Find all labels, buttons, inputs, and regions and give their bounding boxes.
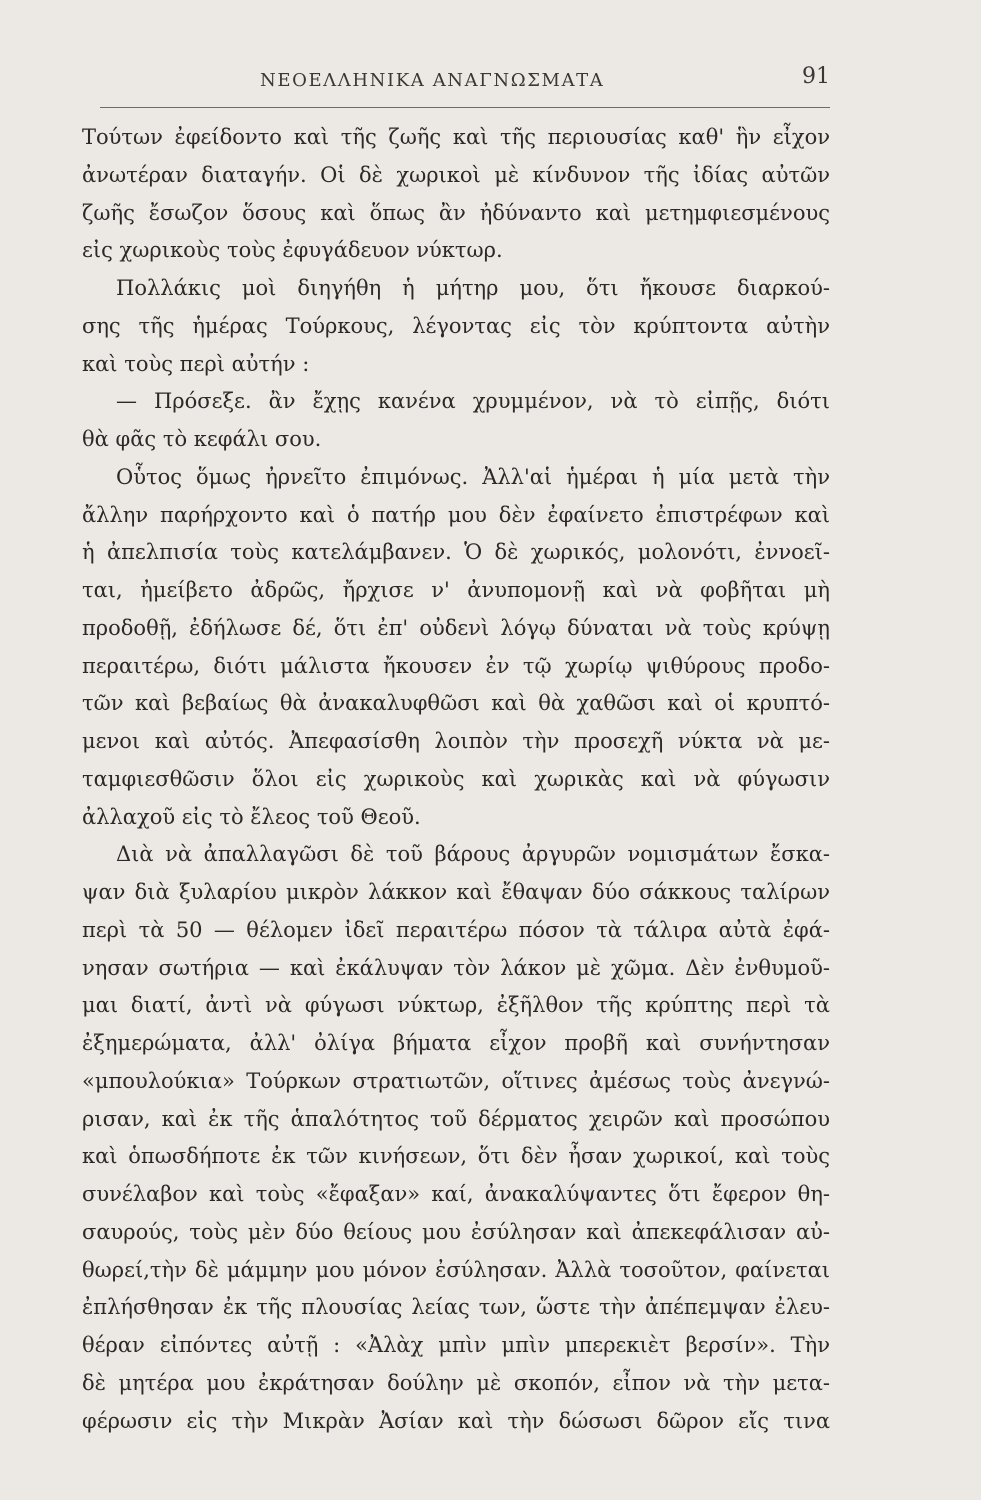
text-line: Διὰ νὰ ἀπαλλαγῶσι δὲ τοῦ βάρους ἀργυρῶν νομισμάτων ἔσκα- (116, 842, 830, 867)
text-line: — Πρόσεξε. ἂν ἔχῃς κανένα χρυμμένον, νὰ τὸ εἰπῇς, διότι (116, 389, 830, 414)
text-line: νησαν σωτήρια — καὶ ἐκάλυψαν τὸν λάκον μὲ χῶμα. Δὲν ἐνθυμοῦ- (82, 955, 830, 980)
text-line: ἡ ἀπελπισία τοὺς κατελάμβανεν. Ὁ δὲ χωρικός, μολονότι, ἐννοεῖ- (82, 540, 830, 565)
text-line: σης τῆς ἡμέρας Τούρκους, λέγοντας εἰς τὸν κρύπτοντα αὐτὴν (82, 313, 830, 338)
text-line: θωρεί,τὴν δὲ μάμμην μου μόνον ἐσύλησαν. Ἀλλὰ τοσοῦτον, φαίνεται (82, 1257, 830, 1282)
text-line: φέρωσιν εἰς τὴν Μικρὰν Ἀσίαν καὶ τὴν δώσωσι δῶρον εἴς τινα (82, 1408, 830, 1433)
text-line: «μπουλούκια» Τούρκων στρατιωτῶν, οἵτινες ἀμέσως τοὺς ἀνεγνώ- (82, 1068, 830, 1093)
text-line: ταμφιεσθῶσιν ὅλοι εἰς χωρικοὺς καὶ χωρικὰς καὶ νὰ φύγωσιν (82, 766, 830, 791)
text-line: ζωῆς ἔσωζον ὅσους καὶ ὅπως ἂν ἠδύναντο καὶ μετημφιεσμένους (82, 200, 830, 225)
text-line: καὶ τοὺς περὶ αὐτήν : (82, 351, 310, 376)
body-text (82, 119, 830, 1440)
text-line: εἰς χωρικοὺς τοὺς ἐφυγάδευον νύκτωρ. (82, 238, 503, 263)
text-line: μαι διατί, ἀντὶ νὰ φύγωσι νύκτωρ, ἐξῆλθον τῆς κρύπτης περὶ τὰ (82, 993, 830, 1018)
text-line: περαιτέρω, διότι μάλιστα ἤκουσεν ἐν τῷ χωρίῳ ψιθύρους προδο- (82, 653, 830, 678)
text-line: ἀνωτέραν διαταγήν. Οἱ δὲ χωρικοὶ μὲ κίνδυνον τῆς ἰδίας αὐτῶν (82, 162, 830, 187)
text-line: Οὗτος ὅμως ἠρνεῖτο ἐπιμόνως. Ἀλλ'αἱ ἡμέραι ἡ μία μετὰ τὴν (116, 464, 830, 489)
text-line: συνέλαβον καὶ τοὺς «ἔφαξαν» καί, ἀνακαλύψαντες ὅτι ἔφερον θη- (82, 1182, 830, 1206)
text-line: θὰ φᾶς τὸ κεφάλι σου. (82, 427, 322, 451)
page-header (100, 64, 830, 104)
text-line: ψαν διὰ ξυλαρίου μικρὸν λάκκον καὶ ἔθαψαν δύο σάκκους ταλίρων (82, 880, 830, 904)
text-line: ἄλλην παρήρχοντο καὶ ὁ πατήρ μου δὲν ἐφαίνετο ἐπιστρέφων καὶ (82, 502, 830, 527)
text-line: ἀλλαχοῦ εἰς τὸ ἔλεος τοῦ Θεοῦ. (82, 804, 421, 829)
text-line: περὶ τὰ 50 — θέλομεν ἰδεῖ περαιτέρω πόσον τὰ τάλιρα αὐτὰ ἐφά- (82, 917, 830, 942)
text-line: Τούτων ἐφείδοντο καὶ τῆς ζωῆς καὶ τῆς περιουσίας καθ' ἣν εἶχον (82, 125, 830, 149)
text-line: καὶ ὁπωσδήποτε ἐκ τῶν κινήσεων, ὅτι δὲν ἦσαν χωρικοί, καὶ τοὺς (82, 1144, 830, 1169)
running-title: ΝΕΟΕΛΛΗΝΙΚΑ ΑΝΑΓΝΩΣΜΑΤΑ (260, 70, 605, 91)
text-line: ται, ἠμείβετο ἀδρῶς, ἤρχισε ν' ἀνυπομονῇ καὶ νὰ φοβῆται μὴ (82, 578, 830, 602)
page-number: 91 (802, 64, 830, 89)
text-line: ἐπλήσθησαν ἐκ τῆς πλουσίας λείας των, ὥστε τὴν ἀπέπεμψαν ἐλευ- (82, 1295, 830, 1320)
text-line: θέραν εἰπόντες αὐτῇ : «Ἀλὰχ μπὶν μπὶν μπερεκιὲτ βερσίν». Τὴν (82, 1333, 830, 1357)
text-line: ἐξημερώματα, ἀλλ' ὀλίγα βήματα εἶχον προβῆ καὶ συνήντησαν (82, 1031, 830, 1055)
text-line: σαυρούς, τοὺς μὲν δύο θείους μου ἐσύλησαν καὶ ἀπεκεφάλισαν αὐ- (82, 1219, 830, 1244)
text-line: μενοι καὶ αὐτός. Ἀπεφασίσθη λοιπὸν τὴν προσεχῆ νύκτα νὰ με- (82, 729, 830, 753)
header-rule (100, 107, 830, 108)
text-line: Πολλάκις μοὶ διηγήθη ἡ μήτηρ μου, ὅτι ἤκουσε διαρκού- (116, 276, 830, 300)
text-line: ρισαν, καὶ ἐκ τῆς ἁπαλότητος τοῦ δέρματος χειρῶν καὶ προσώπου (82, 1106, 830, 1131)
text-line: δὲ μητέρα μου ἐκράτησαν δούλην μὲ σκοπόν, εἶπον νὰ τὴν μετα- (82, 1370, 830, 1395)
text-line: τῶν καὶ βεβαίως θὰ ἀνακαλυφθῶσι καὶ θὰ χαθῶσι καὶ οἱ κρυπτό- (82, 691, 830, 716)
text-line: προδοθῇ, ἐδήλωσε δέ, ὅτι ἐπ' οὐδενὶ λόγῳ δύναται νὰ τοὺς κρύψῃ (82, 615, 830, 640)
